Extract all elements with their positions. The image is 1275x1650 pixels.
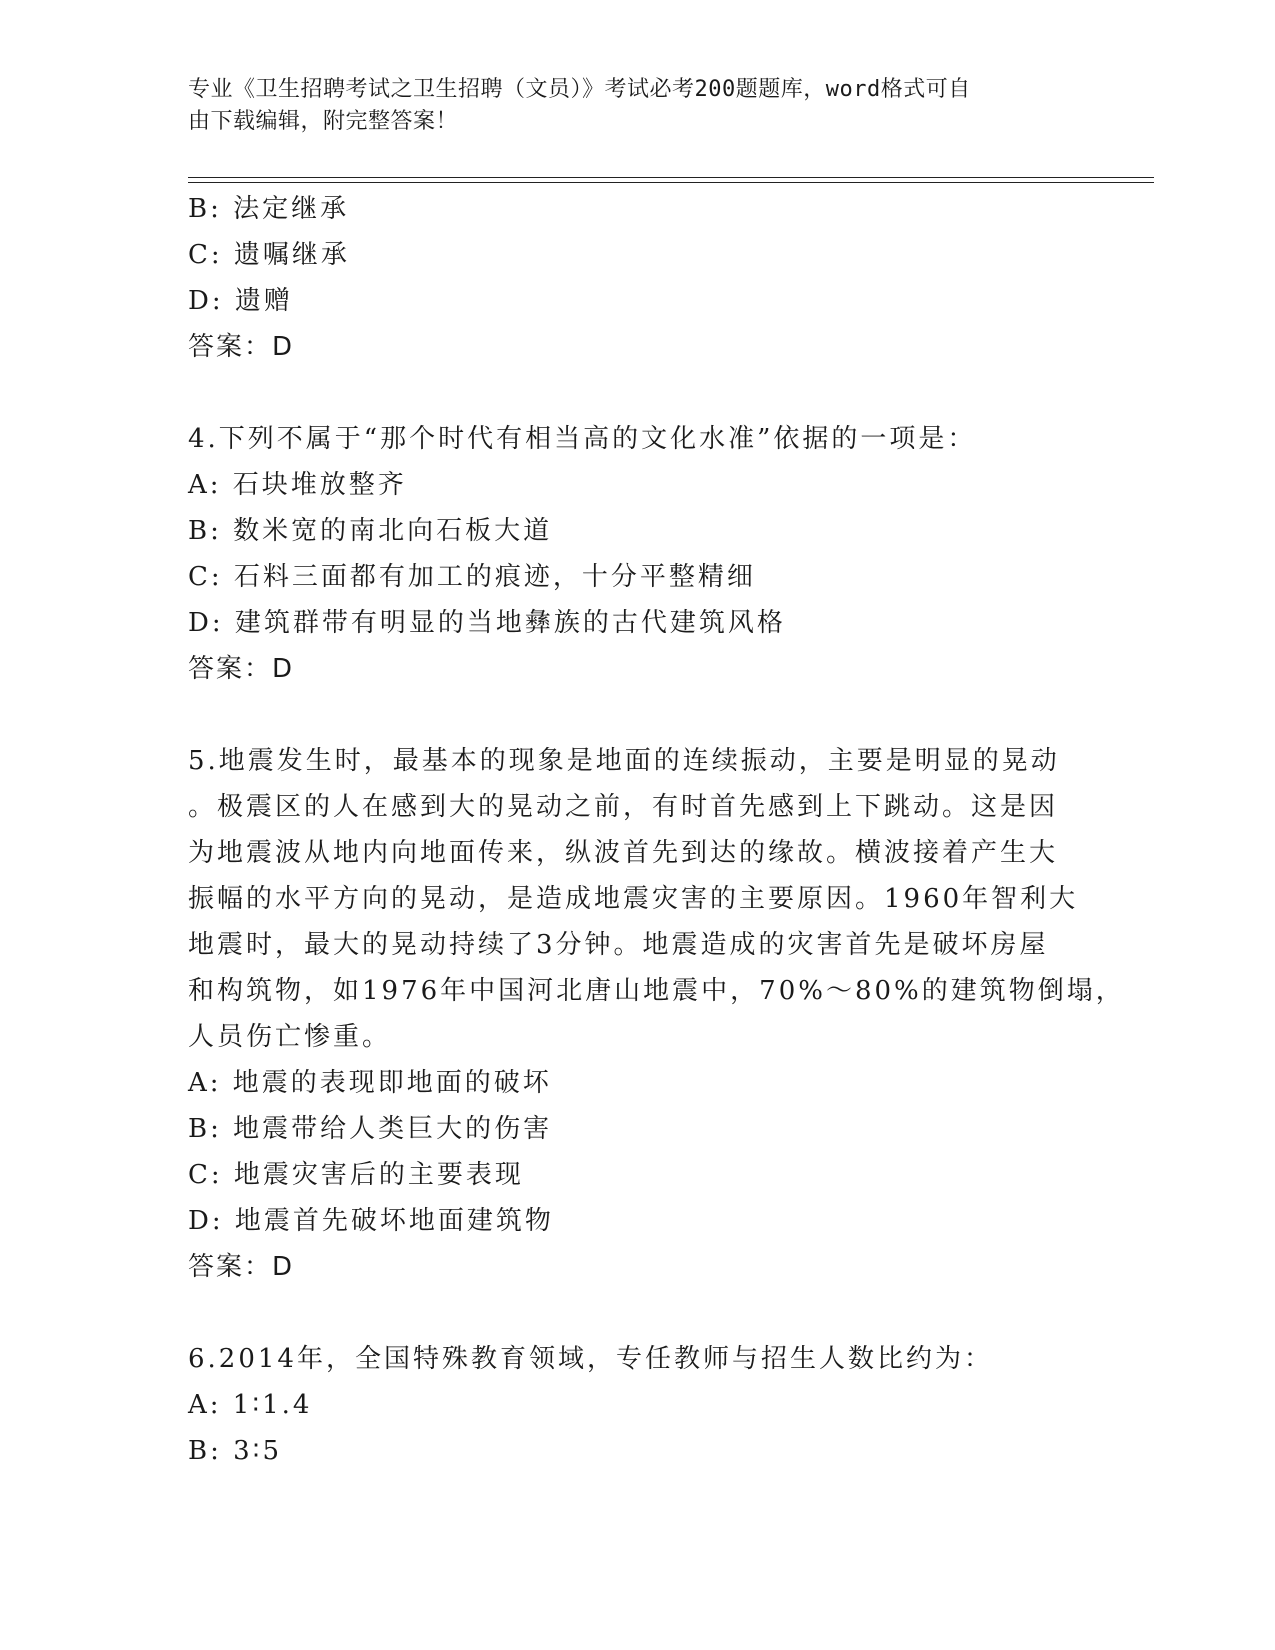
answer-label: 答案：D <box>188 332 295 362</box>
header-line-2: 由下载编辑，附完整答案！ <box>188 109 459 134</box>
question-6 <box>188 1336 1068 1474</box>
option-a: A: 石块堆放整齐 <box>188 470 407 500</box>
option-d: D: 地震首先破坏地面建筑物 <box>188 1206 554 1236</box>
document-header <box>188 74 1068 138</box>
question-line: 为地震波从地内向地面传来，纵波首先到达的缘故。横波接着产生大 <box>188 838 1059 868</box>
question-line: 地震时，最大的晃动持续了3分钟。地震造成的灾害首先是破坏房屋 <box>188 930 1049 960</box>
option-b: B: 法定继承 <box>188 194 350 224</box>
option-c: C: 地震灾害后的主要表现 <box>188 1160 524 1190</box>
option-b: B: 数米宽的南北向石板大道 <box>188 516 553 546</box>
option-b: B: 地震带给人类巨大的伤害 <box>188 1114 553 1144</box>
question-text <box>188 738 1125 1060</box>
header-line-1: 专业《卫生招聘考试之卫生招聘（文员）》考试必考200题题库，word格式可自 <box>188 77 971 102</box>
answer-label: 答案：D <box>188 1252 295 1282</box>
question-line: 和构筑物，如1976年中国河北唐山地震中，70%～80%的建筑物倒塌， <box>188 976 1125 1006</box>
option-a: A: 地震的表现即地面的破坏 <box>188 1068 552 1098</box>
header-rule-bottom <box>188 182 1154 183</box>
question-line: 5.地震发生时，最基本的现象是地面的连续振动，主要是明显的晃动 <box>188 746 1060 776</box>
spacer <box>188 692 1068 738</box>
question-line: 振幅的水平方向的晃动，是造成地震灾害的主要原因。1960年智利大 <box>188 884 1079 914</box>
question-5 <box>188 738 1125 1290</box>
question-content <box>188 186 1125 1474</box>
option-c: C: 遗嘱继承 <box>188 240 350 270</box>
question-4 <box>188 416 1068 692</box>
header-rule-top <box>188 177 1154 178</box>
option-d: D: 遗赠 <box>188 286 293 316</box>
question-text: 6.2014年，全国特殊教育领域，专任教师与招生人数比约为： <box>188 1344 993 1374</box>
option-b: B: 3∶5 <box>188 1436 282 1466</box>
option-c: C: 石料三面都有加工的痕迹，十分平整精细 <box>188 562 756 592</box>
option-a: A: 1∶1.4 <box>188 1390 313 1420</box>
spacer <box>188 370 1068 416</box>
question-line: 。极震区的人在感到大的晃动之前，有时首先感到上下跳动。这是因 <box>188 792 1059 822</box>
spacer <box>188 1290 1068 1336</box>
answer-label: 答案：D <box>188 654 295 684</box>
option-d: D: 建筑群带有明显的当地彝族的古代建筑风格 <box>188 608 786 638</box>
question-line: 人员伤亡惨重。 <box>188 1022 392 1052</box>
question-3 <box>188 186 1068 370</box>
question-text: 4.下列不属于“那个时代有相当高的文化水准”依据的一项是： <box>188 424 977 454</box>
